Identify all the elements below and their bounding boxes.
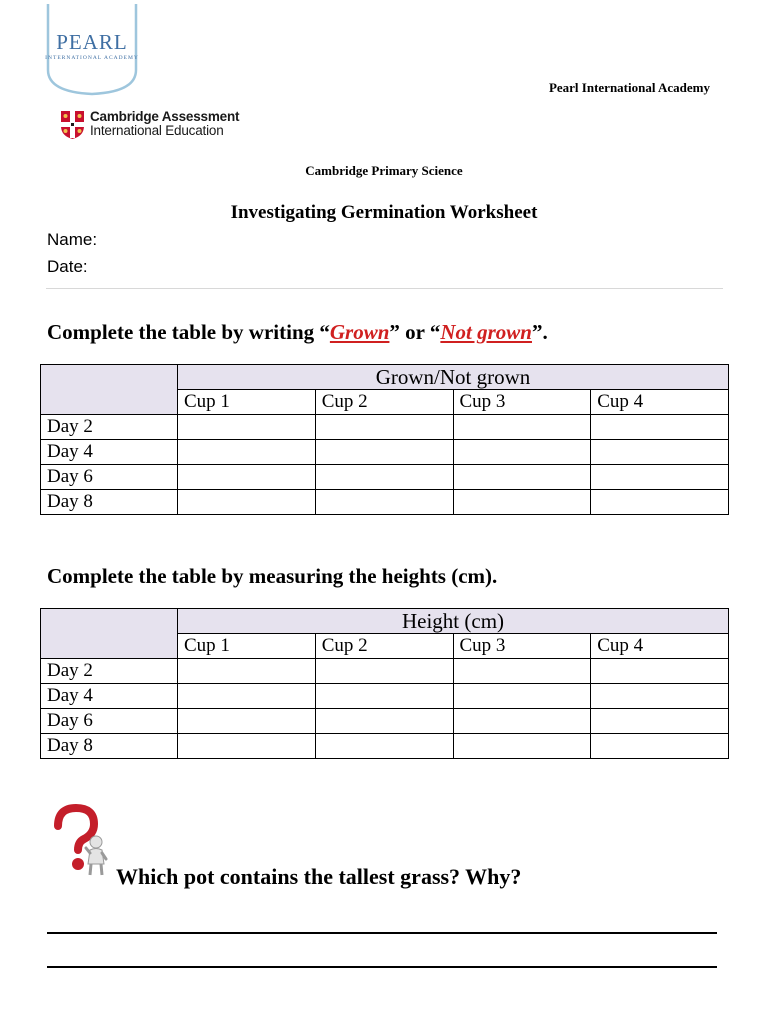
- day-label: Day 6: [41, 709, 178, 734]
- answer-cell[interactable]: [315, 659, 453, 684]
- answer-line[interactable]: [47, 932, 717, 934]
- cup-header: Cup 1: [178, 634, 316, 659]
- divider: [46, 288, 723, 289]
- table-row: [41, 684, 729, 709]
- answer-cell[interactable]: [453, 465, 591, 490]
- answer-cell[interactable]: [178, 684, 316, 709]
- table-row: [41, 465, 729, 490]
- table-row: [41, 490, 729, 515]
- not-grown-word: Not grown: [440, 320, 532, 344]
- cup-header: Cup 4: [591, 634, 729, 659]
- answer-cell[interactable]: [591, 490, 729, 515]
- subject-heading: Cambridge Primary Science: [305, 163, 463, 178]
- page-title: Investigating Germination Worksheet: [230, 202, 538, 223]
- answer-cell[interactable]: [591, 659, 729, 684]
- answer-cell[interactable]: [315, 490, 453, 515]
- exam-board-line1: Cambridge Assessment: [90, 109, 240, 124]
- table-row: [41, 709, 729, 734]
- answer-cell[interactable]: [178, 440, 316, 465]
- corner-cell: [41, 609, 178, 659]
- instruction-height: Complete the table by measuring the heights (cm).: [47, 564, 498, 588]
- instruction-grown: [47, 320, 548, 345]
- answer-cell[interactable]: [591, 709, 729, 734]
- day-label: Day 2: [41, 415, 178, 440]
- instruction-mid: ” or “: [389, 320, 441, 344]
- table-row: [41, 734, 729, 759]
- cambridge-shield-icon: [60, 110, 85, 140]
- answer-cell[interactable]: [315, 440, 453, 465]
- answer-cell[interactable]: [178, 465, 316, 490]
- grown-table: [40, 364, 729, 515]
- answer-cell[interactable]: [453, 734, 591, 759]
- group-header: Grown/Not grown: [178, 365, 729, 390]
- answer-cell[interactable]: [453, 440, 591, 465]
- cup-header: Cup 2: [315, 390, 453, 415]
- cup-header: Cup 4: [591, 390, 729, 415]
- date-label: Date:: [47, 257, 88, 276]
- logo-text: PEARL: [56, 30, 128, 54]
- day-label: Day 2: [41, 659, 178, 684]
- answer-cell[interactable]: [178, 490, 316, 515]
- instruction-pre: Complete the table by writing “: [47, 320, 330, 344]
- answer-cell[interactable]: [315, 465, 453, 490]
- answer-line[interactable]: [47, 966, 717, 968]
- answer-cell[interactable]: [453, 415, 591, 440]
- day-label: Day 8: [41, 734, 178, 759]
- pearl-logo: [44, 0, 140, 96]
- cup-header: Cup 1: [178, 390, 316, 415]
- height-table: [40, 608, 729, 759]
- answer-cell[interactable]: [453, 659, 591, 684]
- table-row: [41, 440, 729, 465]
- answer-cell[interactable]: [453, 684, 591, 709]
- cup-header: Cup 3: [453, 390, 591, 415]
- answer-cell[interactable]: [591, 734, 729, 759]
- answer-cell[interactable]: [178, 659, 316, 684]
- answer-cell[interactable]: [315, 734, 453, 759]
- answer-cell[interactable]: [315, 709, 453, 734]
- table-row: [41, 659, 729, 684]
- corner-cell: [41, 365, 178, 415]
- day-label: Day 4: [41, 440, 178, 465]
- answer-cell[interactable]: [178, 734, 316, 759]
- question-figure-icon: [50, 804, 116, 876]
- day-label: Day 8: [41, 490, 178, 515]
- instruction-post: ”.: [531, 320, 548, 344]
- answer-cell[interactable]: [453, 490, 591, 515]
- cup-header: Cup 3: [453, 634, 591, 659]
- school-name: Pearl International Academy: [548, 80, 710, 95]
- answer-cell[interactable]: [453, 709, 591, 734]
- answer-cell[interactable]: [591, 440, 729, 465]
- day-label: Day 6: [41, 465, 178, 490]
- name-label: Name:: [47, 230, 98, 249]
- grown-word: Grown: [329, 320, 390, 344]
- answer-cell[interactable]: [591, 684, 729, 709]
- answer-cell[interactable]: [178, 709, 316, 734]
- answer-cell[interactable]: [178, 415, 316, 440]
- answer-cell[interactable]: [315, 684, 453, 709]
- logo-subtext: INTERNATIONAL ACADEMY: [45, 55, 139, 61]
- answer-cell[interactable]: [591, 465, 729, 490]
- cup-header: Cup 2: [315, 634, 453, 659]
- answer-cell[interactable]: [591, 415, 729, 440]
- table-row: [41, 415, 729, 440]
- exam-board-line2: International Education: [90, 123, 224, 138]
- day-label: Day 4: [41, 684, 178, 709]
- question-text: Which pot contains the tallest grass? Why?: [116, 864, 522, 889]
- answer-cell[interactable]: [315, 415, 453, 440]
- group-header: Height (cm): [178, 609, 729, 634]
